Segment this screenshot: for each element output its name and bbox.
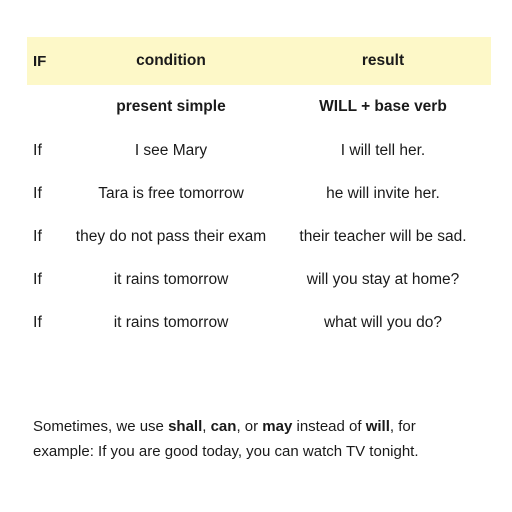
row-condition: it rains tomorrow <box>113 313 229 331</box>
row-result: what will you do? <box>323 313 443 331</box>
table-row <box>27 172 491 215</box>
row-if: If <box>33 313 42 331</box>
table-row <box>27 215 491 258</box>
note-keyword-will: will <box>365 418 390 435</box>
note-text: , for <box>389 418 416 435</box>
note-keyword-may: may <box>262 418 293 435</box>
table-row <box>27 129 491 172</box>
row-if: If <box>33 141 42 159</box>
header-if: IF <box>33 52 47 70</box>
note-keyword-shall: shall <box>168 418 203 435</box>
note-text: , <box>202 418 211 435</box>
row-if: If <box>33 227 42 245</box>
subheader-condition: present simple <box>116 98 226 115</box>
row-result: he will invite her. <box>326 184 440 202</box>
row-condition: I see Mary <box>134 141 208 159</box>
note-text: instead of <box>292 418 366 435</box>
table-row <box>27 258 491 301</box>
header-result: result <box>361 52 405 69</box>
table-header-row <box>27 37 491 85</box>
table-subheader-row <box>27 85 491 129</box>
note-line-1 <box>33 414 483 439</box>
row-if: If <box>33 270 42 288</box>
note-keyword-can: can <box>210 418 237 435</box>
note-text: , or <box>236 418 263 435</box>
conditional-table <box>27 37 491 344</box>
header-condition: condition <box>136 52 206 69</box>
table-row <box>27 301 491 344</box>
row-if: If <box>33 184 42 202</box>
usage-note <box>33 414 483 464</box>
row-result: I will tell her. <box>340 141 426 159</box>
note-line-2: example: If you are good today, you can watch TV tonight. <box>33 443 419 460</box>
note-text: Sometimes, we use <box>33 418 169 435</box>
row-result: will you stay at home? <box>306 270 460 288</box>
row-condition: it rains tomorrow <box>113 270 229 288</box>
row-result: their teacher will be sad. <box>299 227 467 245</box>
subheader-result: WILL + base verb <box>319 98 447 115</box>
row-condition: Tara is free tomorrow <box>98 184 244 202</box>
row-condition: they do not pass their exam <box>75 227 267 245</box>
